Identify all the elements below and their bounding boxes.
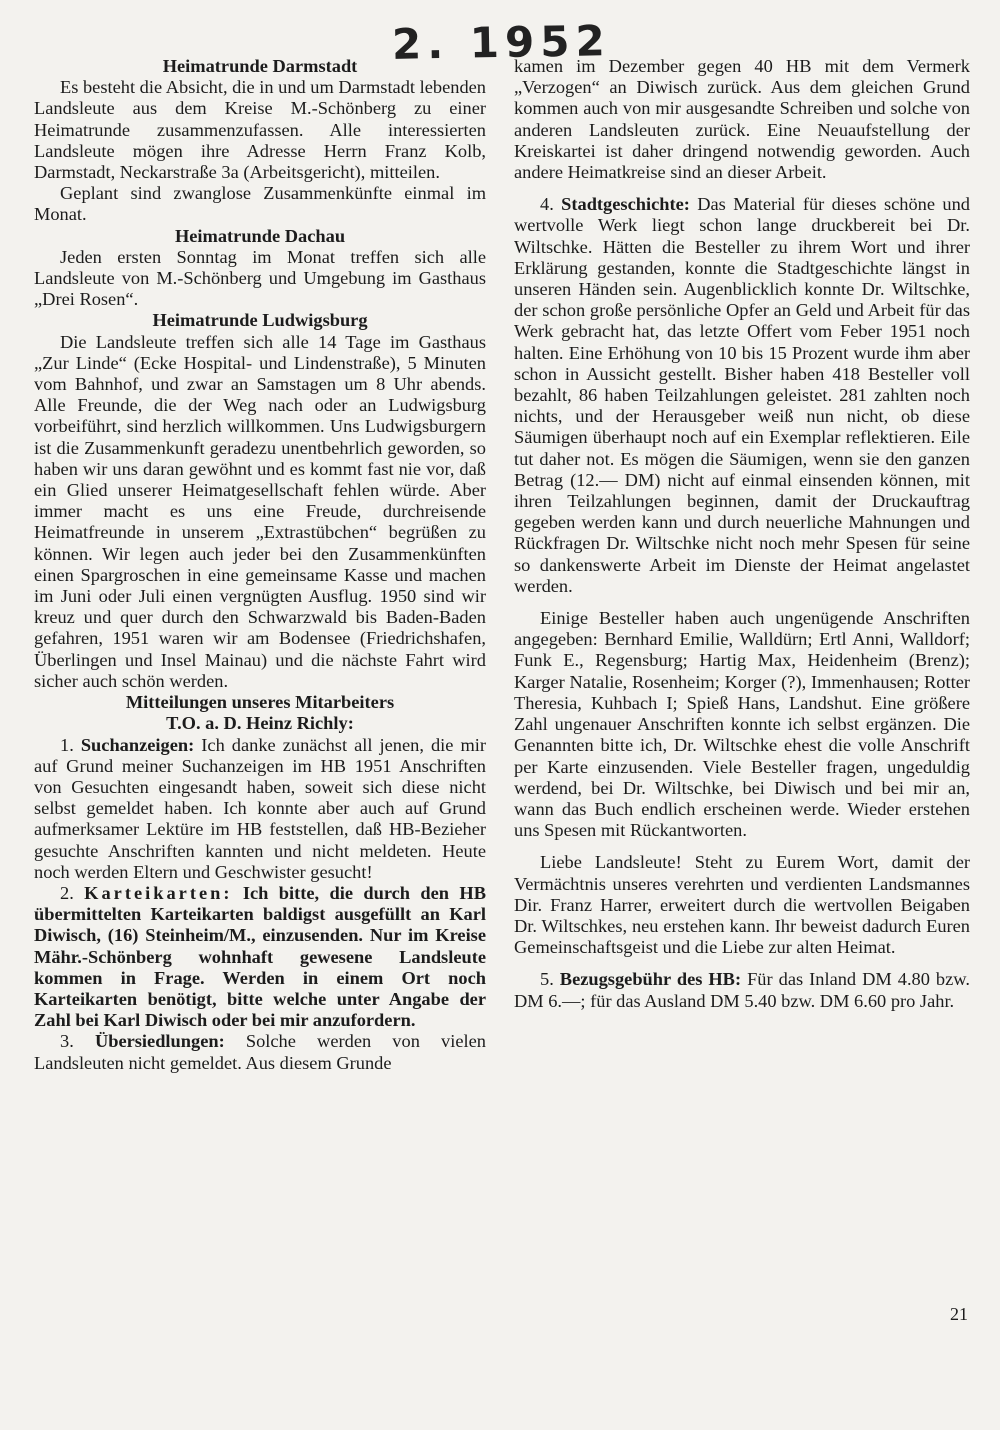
paragraph: Jeden ersten Sonntag im Monat treffen sich alle Landsleute von M.-Schönberg und Umgebung im Gasthaus „Drei Rosen“. xyxy=(34,246,486,310)
page-number: 21 xyxy=(950,1304,968,1324)
heading-darmstadt: Heimatrunde Darmstadt xyxy=(162,56,358,76)
paragraph: Einige Besteller haben auch ungenügende Anschriften angegeben: Bernhard Emilie, Walldürn; Ertl Anni, Walldorf; Funk E., Regensburg; Hartig Max, Heidenheim (Brenz); Karger Natalie, Rosenheim; Korger (?), Immenhausen; Rotter Theresia, Kuhbach I; Spieß Hans, Landshut. Eine größere Zahl ungenauer Anschriften konnte ich selbst ergänzen. Die Genannten bitte ich, Dr. Wiltschke ehest die volle Anschrift per Karte einzusenden. Viele Besteller fragen, ungeduldig werdend, bei Dr. Wiltschke, bei Diwisch und bei mir an, wann das Buch endlich erscheinen werde. Wieder erstehen uns Spesen mit Rückantworten. xyxy=(514,608,970,841)
item-number: 3. xyxy=(60,1031,74,1052)
left-column xyxy=(34,56,486,1074)
right-column xyxy=(514,56,970,1012)
item-text: Das Material für dieses schöne und wertvolle Werk liegt schon lange druckbereit bei Dr. Wiltschke. Hätten die Besteller zu ihrem Wort und ihrer Erklärung gestanden, konnte die Stadtgeschichte längst in unseren Händen sein. Augenblicklich konnte Dr. Wiltschke, der schon große persönliche Opfer an Geld und Arbeit für das Werk gebracht hat, das letzte Offert vom Feber 1951 noch halten. Eine Erhöhung von 10 bis 15 Prozent wurde ihm aber schon in Aussicht gestellt. Bisher haben 418 Besteller voll bezahlt, 86 haben Teilzahlungen geleistet. 281 zahlten noch nichts, und der Herausgeber weiß nun nicht, ob diese Säumigen überhaupt noch auf ein Exemplar reflektieren. Eile tut daher not. Es mögen die Säumigen, wenn sie den ganzen Betrag (12.— DM) nicht auf einmal einsenden können, mit ihren Teilzahlungen beginnen, damit der Druckauftrag gegeben werden kann und durch neuerliche Mahnungen und Rückfragen Dr. Wiltschke nicht noch mehr Spesen für seine so dankenswerte Arbeit im Dienste der Heimat angelastet werden. xyxy=(514,194,970,596)
heading-mitteilungen: Mitteilungen unseres Mitarbeiters xyxy=(125,692,395,713)
paragraph: Es besteht die Absicht, die in und um Darmstadt lebenden Landsleute aus dem Kreise M.-Schönberg zu einer Heimatrunde zusammenzufassen. Alle interessierten Landsleute mögen ihre Adresse Herrn Franz Kolb, Darmstadt, Neckarstraße 3a (Arbeitsgericht), mitteilen. xyxy=(34,77,486,183)
paragraph: Die Landsleute treffen sich alle 14 Tage im Gasthaus „Zur Linde“ (Ecke Hospital- und Lindenstraße), 5 Minuten vom Bahnhof, und zwar an Samstagen um 8 Uhr abends. Alle Freunde, die der Weg nach oder an Ludwigsburg vorbeiführt, sind herzlich willkommen. Uns Ludwigsburgern ist die Zusammenkunft geradezu unentbehrlich geworden, so haben wir uns daran gewöhnt und es kommt fast nie vor, daß ein Glied unserer Heimatgesellschaft fehlen würde. Aber immer macht es uns eine Freude, durchreisende Heimatfreunde in unserem „Extrastübchen“ begrüßen zu können. Wir legen auch jeder bei den Zusammenkünften einen Spargroschen in eine gemeinsame Kasse und machen im Juni oder Juli einen vergnügten Ausflug. 1950 sind wir kreuz und quer durch den Schwarzwald bis Baden-Baden gefahren, 1951 waren wir am Bodensee (Friedrichshafen, Überlingen und Insel Mainau) und die nächste Fahrt wird sicher auch schön werden. xyxy=(34,331,486,691)
item-bezugsgebuehr xyxy=(514,969,970,1011)
item-stadtgeschichte xyxy=(514,194,970,597)
item-number: 5. xyxy=(540,969,554,990)
item-text: Ich bitte, die durch den HB übermittelten Karteikarten baldigst ausgefüllt an Karl Diwisch, (16) Steinheim/M., einzusenden. Nur im Kreise Mähr.-Schönberg wohnhaft gewesene Landsleute kommen in Frage. Werden in einem Ort noch Karteikarten benötigt, bitte welche unter Angabe der Zahl bei Karl Diwisch oder bei mir anzufordern. xyxy=(34,882,486,1031)
item-number: 2. xyxy=(60,882,74,903)
heading-author: T.O. a. D. Heinz Richly: xyxy=(166,713,354,734)
item-number: 4. xyxy=(540,194,554,215)
item-title: Karteikarten: xyxy=(84,882,233,903)
paragraph: Geplant sind zwanglose Zusammenkünfte einmal im Monat. xyxy=(34,183,486,225)
paragraph: Liebe Landsleute! Steht zu Eurem Wort, damit der Vermächtnis unseres verehrten und verdienten Landsmannes Dir. Franz Harrer, erweitert durch die wertvollen Beigaben Dr. Wiltschkes, neu erstehen kann. Ihr beweist dadurch Euren Gemeinschaftsgeist und die Liebe zur alten Heimat. xyxy=(514,852,970,958)
heading-dachau: Heimatrunde Dachau xyxy=(174,225,346,246)
item-title: Übersiedlungen: xyxy=(94,1031,225,1052)
item-number: 1. xyxy=(60,734,74,755)
item-uebersiedlungen xyxy=(34,1031,486,1073)
item-title: Bezugsgebühr des HB: xyxy=(559,969,742,990)
item-text: Ich danke zunächst all jenen, die mir auf Grund meiner Suchanzeigen im HB 1951 Anschriften von Gesuchten eingesandt haben, soweit sich diese nicht selbst gemeldet haben. Ich konnte aber auch auf Grund aufmerksamer Lektüre im HB feststellen, daß HB-Bezieher gesuchte Anschriften kannten und nicht meldeten. Heute noch werden Eltern und Geschwister gesucht! xyxy=(34,734,486,882)
item-title: Suchanzeigen: xyxy=(80,734,195,755)
item-suchanzeigen xyxy=(34,735,486,883)
item-karteikarten xyxy=(34,883,486,1031)
paragraph: kamen im Dezember gegen 40 HB mit dem Vermerk „Verzogen“ an Diwisch zurück. Aus dem gleichen Grund kommen auch von mir ausgesandte Schreiben und solche von anderen Landsleuten zurück. Eine Neuaufstellung der Kreiskartei ist daher dringend notwendig geworden. Auch andere Heimatkreise sind an dieser Arbeit. xyxy=(514,56,970,183)
heading-ludwigsburg: Heimatrunde Ludwigsburg xyxy=(152,310,368,331)
item-text: Solche werden von vielen Landsleuten nicht gemeldet. Aus diesem Grunde xyxy=(34,1031,486,1073)
item-text: Für das Inland DM 4.80 bzw. DM 6.—; für das Ausland DM 5.40 bzw. DM 6.60 pro Jahr. xyxy=(514,969,970,1011)
item-title: Stadtgeschichte: xyxy=(561,194,690,215)
handwritten-date-stamp: 2. 1952 xyxy=(391,16,612,69)
